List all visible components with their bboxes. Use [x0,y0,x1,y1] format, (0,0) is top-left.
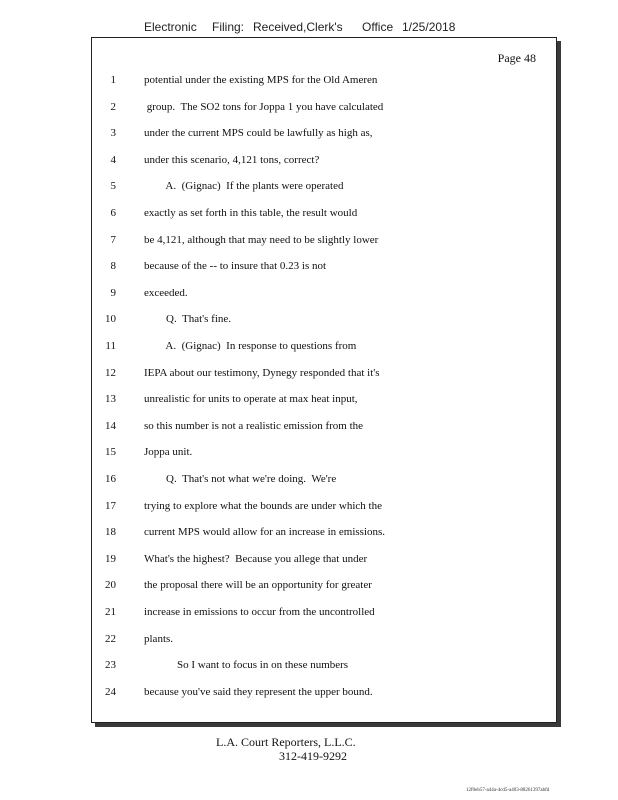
line-number: 14 [105,419,116,432]
line-text: Joppa unit. [144,446,193,459]
line-number: 17 [105,499,116,512]
header-date: 1/25/2018 [402,20,456,34]
footer-company-name: L.A. Court Reporters, L.L.C. [216,735,356,749]
transcript-line [92,418,532,434]
line-text: under the current MPS could be lawfully as high as, [144,127,373,140]
transcript-line [92,524,532,540]
line-number: 22 [105,632,116,645]
line-text: A. (Gignac) In response to questions from [144,340,357,352]
line-text: increase in emissions to occur from the uncontrolled [144,606,375,618]
line-number: 20 [105,579,116,592]
line-number: 19 [105,552,116,565]
transcript-line [92,551,532,567]
transcript-line [92,577,532,593]
header-filing: Filing: [212,20,245,34]
line-number: 6 [110,207,116,219]
transcript-line [92,232,532,248]
line-text: A. (Gignac) If the plants were operated [144,180,344,193]
transcript-line [92,178,532,194]
line-number: 3 [110,127,116,140]
line-text: under this scenario, 4,121 tons, correct? [144,153,320,166]
transcript-page [91,37,557,723]
line-text: the proposal there will be an opportunity for greater [144,579,372,592]
transcript-line [92,285,532,301]
transcript-line [92,684,532,700]
line-number: 5 [110,180,116,193]
transcript-line [92,99,532,115]
footer-phone-number: 312-419-9292 [279,749,347,763]
header-electronic: Electronic [144,20,197,34]
line-number: 24 [105,685,116,698]
line-number: 18 [105,526,116,539]
line-number: 23 [105,659,116,672]
line-text: plants. [144,632,174,645]
transcript-line [92,604,532,620]
line-text: potential under the existing MPS for the Old Ameren [144,74,378,86]
transcript-line [92,125,532,141]
line-number: 4 [110,153,116,166]
line-text: exceeded. [144,286,188,299]
line-number: 16 [105,473,116,485]
line-number: 7 [110,233,116,246]
line-number: 21 [105,606,116,618]
line-number: 12 [105,366,116,379]
transcript-line [92,498,532,514]
line-text: exactly as set forth in this table, the result would [144,207,358,219]
document-id: 12f0eb57-a44a-4cd5-a403-88261397abfd [466,788,550,793]
line-text: What's the highest? Because you allege that under [144,552,368,565]
line-text: so this number is not a realistic emission from the [144,419,364,432]
line-text: because of the -- to insure that 0.23 is not [144,260,327,273]
line-number: 2 [110,100,116,113]
header-office: Office [362,20,394,34]
transcript-line [92,471,532,487]
line-number: 1 [110,74,116,86]
line-text: be 4,121, although that may need to be slightly lower [144,233,379,246]
line-text: current MPS would allow for an increase in emissions. [144,526,386,539]
line-number: 10 [105,313,116,326]
line-number: 9 [110,286,116,299]
transcript-line [92,258,532,274]
line-text: So I want to focus in on these numbers [144,659,349,672]
line-text: Q. That's not what we're doing. We're [144,473,337,485]
header-received-clerks: Received,Clerk's [253,20,343,34]
line-number: 15 [105,446,116,459]
transcript-line [92,365,532,381]
line-number: 13 [105,393,116,406]
line-text: unrealistic for units to operate at max heat input, [144,393,358,406]
transcript-line [92,205,532,221]
transcript-line [92,152,532,168]
transcript-line [92,631,532,647]
line-text: trying to explore what the bounds are under which the [144,499,382,512]
transcript-line [92,72,532,88]
line-text: IEPA about our testimony, Dynegy responded that it's [144,366,380,379]
line-number: 11 [105,340,116,352]
transcript-line [92,338,532,354]
transcript-line [92,657,532,673]
line-number: 8 [110,260,116,273]
filing-header [0,20,618,36]
line-text: group. The SO2 tons for Joppa 1 you have calculated [144,100,384,113]
transcript-line [92,391,532,407]
transcript-line [92,311,532,327]
line-text: Q. That's fine. [144,313,232,326]
line-text: because you've said they represent the upper bound. [144,685,373,698]
page-number: Page 48 [497,51,536,65]
transcript-line [92,444,532,460]
